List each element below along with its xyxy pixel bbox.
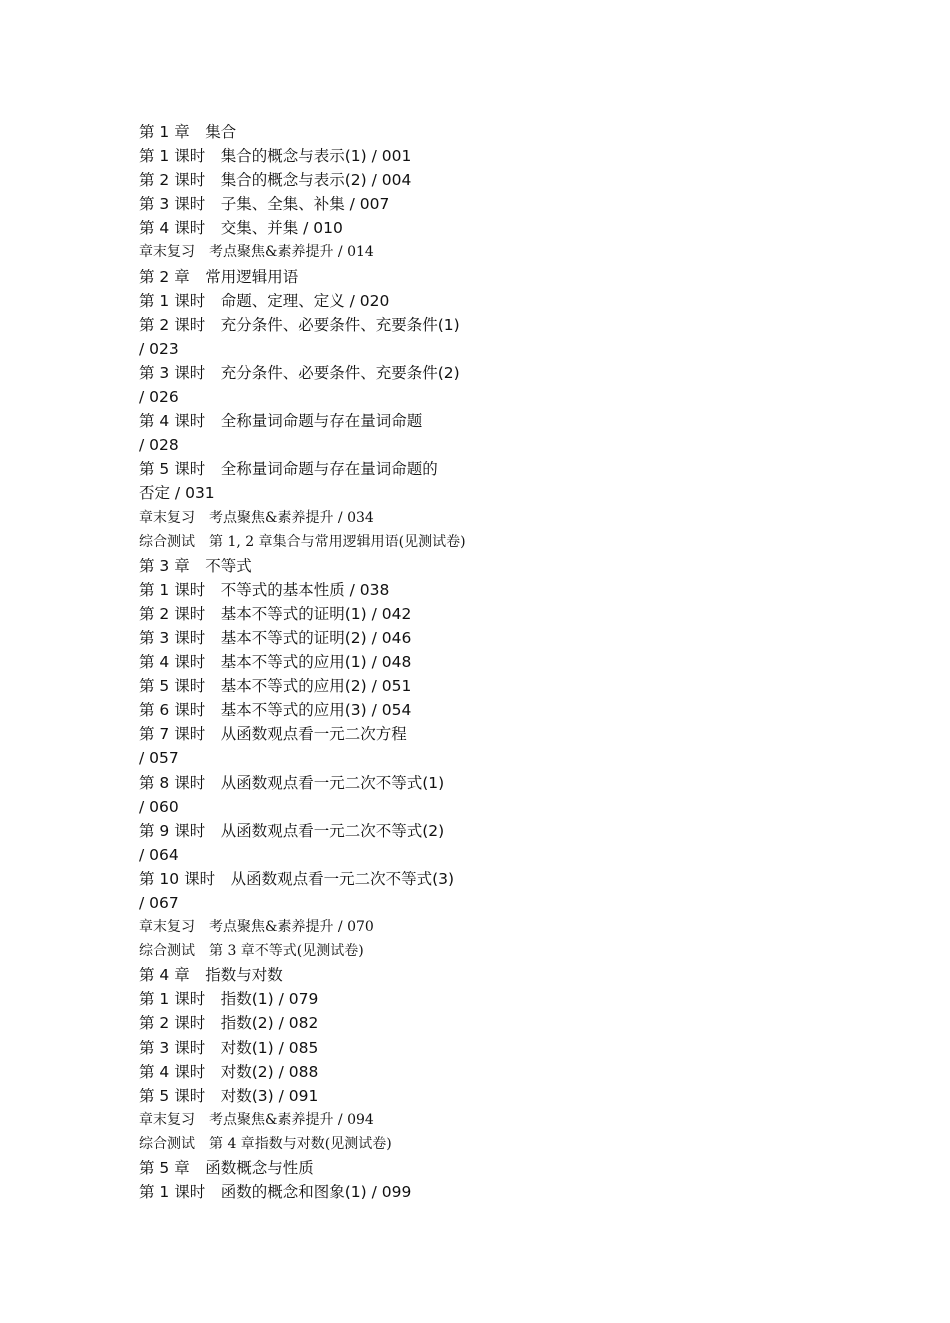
toc-line: 综合测试 第 1, 2 章集合与常用逻辑用语(见测试卷) [139,533,466,550]
toc-line: 章末复习 考点聚焦&素养提升 / 014 [139,244,374,261]
toc-line: 第 5 课时 全称量词命题与存在量词命题的 [139,460,438,479]
toc-line: / 023 [139,339,179,358]
toc-line: 第 5 章 函数概念与性质 [139,1159,314,1178]
toc-line: 综合测试 第 3 章不等式(见测试卷) [139,943,364,960]
toc-line: 第 3 课时 对数(1) / 085 [139,1038,319,1057]
toc-line: 第 3 课时 基本不等式的证明(2) / 046 [139,628,412,647]
toc-line: 第 5 课时 对数(3) / 091 [139,1086,319,1105]
toc-line: 第 8 课时 从函数观点看一元二次不等式(1) [139,773,445,792]
toc-line: 第 4 课时 交集、并集 / 010 [139,219,343,238]
toc-line: / 026 [139,388,179,407]
toc-line: 第 1 课时 指数(1) / 079 [139,990,319,1009]
toc-line: 第 2 课时 指数(2) / 082 [139,1014,319,1033]
table-of-contents [139,120,519,1204]
toc-line: / 067 [139,894,179,912]
toc-line: 第 1 课时 集合的概念与表示(1) / 001 [139,147,412,166]
toc-line: 第 5 课时 基本不等式的应用(2) / 051 [139,677,412,696]
toc-line: 第 2 课时 集合的概念与表示(2) / 004 [139,171,412,190]
toc-line: 第 7 课时 从函数观点看一元二次方程 [139,725,407,744]
toc-line: 第 4 课时 基本不等式的应用(1) / 048 [139,653,412,672]
toc-line: 第 9 课时 从函数观点看一元二次不等式(2) [139,821,445,840]
toc-line: 第 1 课时 命题、定理、定义 / 020 [139,291,390,310]
toc-line: 章末复习 考点聚焦&素养提升 / 034 [139,509,374,526]
toc-line: 第 6 课时 基本不等式的应用(3) / 054 [139,701,412,720]
toc-line: 章末复习 考点聚焦&素养提升 / 070 [139,919,374,936]
toc-line: 第 2 章 常用逻辑用语 [139,267,299,286]
toc-line: 第 3 课时 子集、全集、补集 / 007 [139,195,390,214]
toc-line: 综合测试 第 4 章指数与对数(见测试卷) [139,1135,392,1152]
toc-line: 第 1 课时 不等式的基本性质 / 038 [139,580,390,599]
toc-line: / 060 [139,797,179,816]
toc-line: 第 1 章 集合 [139,123,237,141]
toc-line: 第 10 课时 从函数观点看一元二次不等式(3) [139,869,455,888]
toc-line: 第 4 章 指数与对数 [139,966,283,985]
toc-line: 章末复习 考点聚焦&素养提升 / 094 [139,1111,374,1128]
toc-line: 第 1 课时 函数的概念和图象(1) / 099 [139,1183,412,1202]
toc-line: / 064 [139,845,179,864]
toc-line: / 057 [139,749,179,768]
toc-line: 第 2 课时 充分条件、必要条件、充要条件(1) [139,315,460,334]
toc-line: 第 2 课时 基本不等式的证明(1) / 042 [139,604,412,623]
toc-line: 第 4 课时 全称量词命题与存在量词命题 [139,412,423,431]
toc-line: / 028 [139,436,179,455]
toc-line: 第 3 章 不等式 [139,556,252,575]
toc-line: 第 4 课时 对数(2) / 088 [139,1062,319,1081]
toc-line: 第 3 课时 充分条件、必要条件、充要条件(2) [139,363,460,382]
toc-line: 否定 / 031 [139,484,215,503]
